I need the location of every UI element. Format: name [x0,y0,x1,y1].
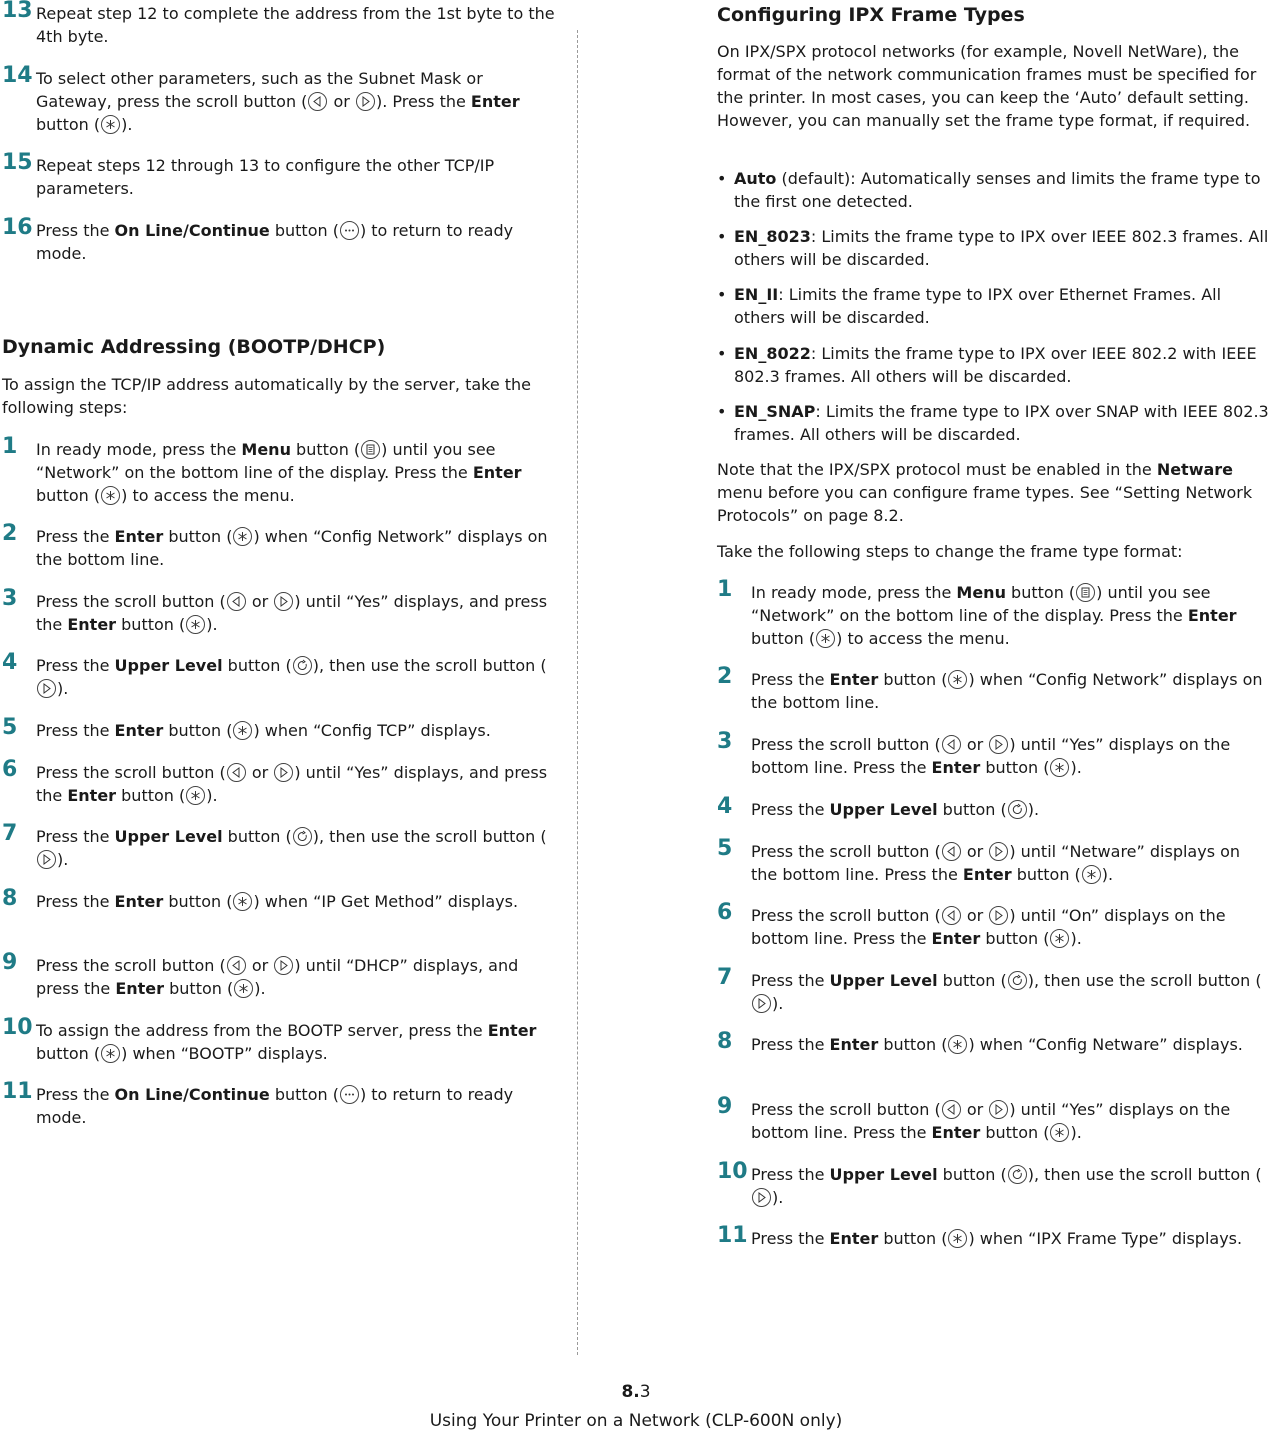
step-text: ). [1101,865,1114,884]
scroll-right-icon [274,956,293,975]
enter-icon [186,786,205,805]
step-text: ). [1027,800,1040,819]
step-text: ), then use the scroll button ( [1027,1165,1262,1184]
step-text: ) until “Yes” displays, and press the [36,592,548,634]
or-text: or [328,92,355,111]
step-text: ) to return to ready mode. [36,221,514,263]
scroll-right-icon [274,763,293,782]
step-3 [2,586,558,636]
bold-term: Enter [1187,606,1237,625]
enter-icon [233,527,252,546]
step-number: 6 [717,900,733,925]
step-text: button ( [163,721,233,740]
enter-icon [816,629,835,648]
enter-icon [233,892,252,911]
bold-term: EN_II [734,285,779,304]
footer-title: Using Your Printer on a Network (CLP-600N only) [429,1411,843,1431]
step-4 [717,794,1271,821]
step-text: button ( [36,1044,101,1063]
bold-term: Enter [472,463,522,482]
bold-term: Enter [962,865,1012,884]
scroll-right-icon [752,994,771,1013]
step-number: 5 [717,836,733,861]
step-number: 3 [717,729,733,754]
step-text: Press the [36,527,115,546]
scroll-left-icon [942,1100,961,1119]
bold-term: On Line/Continue [114,1085,270,1104]
bullet-auto: • Auto (default): Automatically senses and limits the frame type to the first one detected. [717,169,1261,211]
enter-icon [101,486,120,505]
enter-icon [948,670,967,689]
scroll-right-icon [37,679,56,698]
upper-level-icon [293,656,312,675]
step-3 [717,729,1271,779]
section-heading: Dynamic Addressing (BOOTP/DHCP) [2,336,386,358]
step-5 [717,836,1271,886]
enter-icon [948,1035,967,1054]
step-text: Press the [751,800,830,819]
step-number: 6 [2,757,18,782]
step-text: ) to access the menu. [121,486,295,505]
step-text: In ready mode, press the [36,440,242,459]
bold-term: Enter [67,615,117,634]
online-continue-icon [340,221,359,240]
step-text: Press the [751,1229,830,1248]
step-4 [2,650,558,700]
scroll-left-icon [942,906,961,925]
step-text: ). [1070,1123,1082,1142]
step-text: button ( [163,527,233,546]
bold-term: EN_8023 [734,227,811,246]
step-text: Press the [36,221,115,240]
step-1 [717,577,1271,650]
online-continue-icon [340,1085,359,1104]
or-text: or [961,1100,989,1119]
step-text: ) until “On” displays on the bottom line. Press the [751,906,1226,948]
step-number: 4 [2,650,18,675]
step-text: Press the scroll button ( [36,763,226,782]
bold-term: On Line/Continue [114,221,270,240]
step-text: ) until “Netware” displays on the bottom line. Press the [751,842,1241,884]
step-text: ). [1070,758,1082,777]
step-text: ). [206,615,218,634]
step-number: 3 [2,586,18,611]
bullet-text: : Limits the frame type to IPX over Ethernet Frames. All others will be discarded. [734,285,1222,327]
step-number: 11 [717,1223,748,1248]
bullet-enii: • EN_II: Limits the frame type to IPX over Ethernet Frames. All others will be discarded. [717,285,1222,327]
step-number: 11 [2,1079,33,1104]
scroll-left-icon [227,592,246,611]
step-text: button ( [222,656,292,675]
step-number: 8 [2,886,18,911]
step-11 [717,1223,1271,1250]
or-text: or [246,592,274,611]
scroll-left-icon [942,842,961,861]
step-text: ) when “IP Get Method” displays. [253,892,519,911]
step-text: Press the scroll button ( [36,592,226,611]
bold-term: Upper Level [829,1165,938,1184]
step-text: ). [1070,929,1082,948]
section-heading: Configuring IPX Frame Types [717,4,1025,26]
upper-level-icon [293,827,312,846]
step-text: ) until you see “Network” on the bottom line of the display. Press the [36,440,496,482]
step-text: button ( [980,1123,1050,1142]
scroll-left-icon [227,956,246,975]
step-8 [2,886,558,913]
step-text: button ( [980,929,1050,948]
bullet-text: (default): Automatically senses and limits the frame type to the first one detected. [734,169,1261,211]
bold-term: Upper Level [114,656,223,675]
step-text: Press the [751,1035,830,1054]
step-text: button ( [269,1085,339,1104]
step-text: button ( [116,615,186,634]
step-text: button ( [878,1229,948,1248]
step-text: button ( [1011,865,1081,884]
step-text: ). [57,679,69,698]
step-text: ) to access the menu. [836,629,1010,648]
step-text: ). [57,850,69,869]
enter-icon [1050,758,1069,777]
step-13 [2,2,558,48]
step-text: button ( [269,221,339,240]
upper-level-icon [1008,800,1027,819]
bold-term: Enter [931,758,981,777]
bold-term: Enter [115,979,165,998]
bullet-ensnap: • EN_SNAP: Limits the frame type to IPX over SNAP with IEEE 802.3 frames. All others will be discarded. [717,402,1269,444]
enter-icon [101,1044,120,1063]
step-number: 10 [2,1015,33,1040]
step-text: Press the scroll button ( [36,956,226,975]
step-7 [2,821,558,871]
step-text: ). [121,115,133,134]
upper-level-icon [1008,1165,1027,1184]
scroll-right-icon [356,92,375,111]
bullet-en8022: • EN_8022: Limits the frame type to IPX over IEEE 802.2 with IEEE 802.3 frames. All others will be discarded. [717,344,1257,386]
step-text: button ( [1005,583,1076,602]
bold-term: Enter [114,721,164,740]
note-paragraph [717,458,1271,527]
step-text: ) when “Config Netware” displays. [968,1035,1243,1054]
step-text: Press the scroll button ( [751,735,941,754]
scroll-right-icon [989,735,1008,754]
bold-term: Enter [487,1021,537,1040]
step-number: 8 [717,1029,733,1054]
bold-term: Enter [114,892,164,911]
enter-icon [233,721,252,740]
bold-term: Upper Level [114,827,223,846]
step-text: ). [206,786,218,805]
or-text: or [961,906,989,925]
step-text: ). Press the [375,92,471,111]
step-number: 2 [2,521,18,546]
step-5 [2,715,558,742]
step-text: ) until you see “Network” on the bottom line of the display. Press the [751,583,1211,625]
step-number: 4 [717,794,733,819]
step-2 [717,664,1271,714]
scroll-right-icon [989,1100,1008,1119]
bold-term: Enter [829,1035,879,1054]
bold-term: Enter [829,670,879,689]
bold-term: Enter [67,786,117,805]
bold-term: Upper Level [829,971,938,990]
step-6 [717,900,1271,950]
step-10 [2,1015,558,1065]
step-number: 2 [717,664,733,689]
step-text: To select other parameters, such as the Subnet Mask or Gateway, press the scroll button ( [36,69,483,111]
bold-term: Menu [241,440,291,459]
step-16 [2,215,558,265]
step-text: Press the scroll button ( [751,906,941,925]
step-text: ) to return to ready mode. [36,1085,514,1127]
step-text: Press the [36,827,115,846]
step-text: ), then use the scroll button ( [312,656,547,675]
step-text: button ( [36,486,101,505]
bold-term: Enter [114,527,164,546]
step-text: Press the [36,721,115,740]
or-text: or [246,763,274,782]
step-text: Press the [751,1165,830,1184]
section-intro: To assign the TCP/IP address automatically by the server, take the following steps: [2,375,532,417]
menu-icon [361,440,380,459]
step-text: ) until “Yes” displays on the bottom line. Press the [751,1100,1231,1142]
step-text: ). [772,994,784,1013]
bold-term: Enter [829,1229,879,1248]
step-number: 16 [2,215,33,240]
step-2 [2,521,558,571]
step-number: 7 [2,821,18,846]
step-9 [2,950,558,1000]
bold-term: EN_SNAP [734,402,816,421]
step-text: ) when “Config Network” displays on the bottom line. [36,527,548,569]
page-number [0,1381,1272,1403]
step-6 [2,757,558,807]
bullet-text: : Limits the frame type to IPX over SNAP with IEEE 802.3 frames. All others will be discarded. [734,402,1269,444]
scroll-right-icon [752,1188,771,1207]
step-number: 5 [2,715,18,740]
step-text: ) when “Config TCP” displays. [253,721,491,740]
step-text: Press the [751,971,830,990]
section-intro: On IPX/SPX protocol networks (for example, Novell NetWare), the format of the network communication frames must be specified for the printer. In most cases, you can keep the ‘Auto’ default setting. However, you can manually set the frame type format, if required. [717,42,1257,130]
bold-term: Enter [931,1123,981,1142]
bullet-text: : Limits the frame type to IPX over IEEE 802.2 with IEEE 802.3 frames. All others will be discarded. [734,344,1257,386]
step-text: ) until “Yes” displays, and press the [36,763,548,805]
bullet-en8023: • EN_8023: Limits the frame type to IPX over IEEE 802.3 frames. All others will be discarded. [717,227,1269,269]
step-text: In ready mode, press the [751,583,957,602]
step-text: button ( [980,758,1050,777]
step-text: ) until “Yes” displays on the bottom line. Press the [751,735,1231,777]
enter-icon [186,615,205,634]
step-text: Press the [751,670,830,689]
step-14 [2,63,558,136]
step-text: ), then use the scroll button ( [1027,971,1262,990]
step-8 [717,1029,1271,1056]
bold-term: Auto [734,169,777,188]
enter-icon [1082,865,1101,884]
step-text: Press the scroll button ( [751,1100,941,1119]
step-number: 7 [717,965,733,990]
scroll-left-icon [227,763,246,782]
step-number: 9 [717,1094,733,1119]
step-text: Repeat steps 12 through 13 to configure the other TCP/IP parameters. [36,156,495,198]
step-text: button ( [751,629,816,648]
scroll-right-icon [274,592,293,611]
note-text: Note that the IPX/SPX protocol must be enabled in the [717,460,1157,479]
step-number: 13 [2,0,33,23]
step-9 [717,1094,1271,1144]
enter-icon [1050,1123,1069,1142]
step-number: 10 [717,1159,748,1184]
scroll-right-icon [989,842,1008,861]
or-text: or [246,956,274,975]
step-text: button ( [937,971,1007,990]
step-text: ) when “IPX Frame Type” displays. [968,1229,1243,1248]
step-number: 9 [2,950,18,975]
step-text: button ( [937,1165,1007,1184]
step-number: 15 [2,150,33,175]
step-text: ) when “BOOTP” displays. [121,1044,328,1063]
step-1 [2,434,558,507]
upper-level-icon [1008,971,1027,990]
step-text: ), then use the scroll button ( [312,827,547,846]
bold-term: Menu [956,583,1006,602]
step-text: Press the scroll button ( [751,842,941,861]
page-index: 3 [639,1382,651,1402]
step-text: button ( [290,440,361,459]
step-7 [717,965,1271,1015]
scroll-left-icon [942,735,961,754]
step-text: ) until “DHCP” displays, and press the [36,956,519,998]
step-text: button ( [116,786,186,805]
menu-icon [1076,583,1095,602]
scroll-right-icon [989,906,1008,925]
step-text: button ( [222,827,292,846]
step-text: ) when “Config Network” displays on the bottom line. [751,670,1263,712]
scroll-left-icon [308,92,327,111]
step-text: button ( [36,115,101,134]
step-15 [2,150,558,200]
chapter-number: 8. [621,1382,640,1402]
step-number: 14 [2,63,33,88]
step-text: To assign the address from the BOOTP server, press the [36,1021,488,1040]
step-text: Press the [36,1085,115,1104]
step-10 [717,1159,1271,1209]
or-text: or [961,842,989,861]
step-text: ). [254,979,266,998]
column-divider [577,30,578,1355]
step-11 [2,1079,558,1129]
step-text: button ( [878,670,948,689]
bold-term: EN_8022 [734,344,811,363]
scroll-right-icon [37,850,56,869]
enter-icon [234,979,253,998]
step-number: 1 [2,434,18,459]
step-number: 1 [717,577,733,602]
enter-icon [1050,929,1069,948]
steps-intro: Take the following steps to change the frame type format: [717,542,1183,561]
enter-icon [101,115,120,134]
step-text: button ( [937,800,1007,819]
step-text: ). [772,1188,784,1207]
step-text: Press the [36,892,115,911]
note-text: menu before you can configure frame types. See “Setting Network Protocols” on page 8.2. [717,483,1253,525]
step-text: Repeat step 12 to complete the address from the 1st byte to the 4th byte. [36,4,555,46]
step-text: Press the [36,656,115,675]
step-text: button ( [163,892,233,911]
bold-term: Enter [470,92,520,111]
bold-term: Upper Level [829,800,938,819]
bold-term: Netware [1156,460,1234,479]
step-text: button ( [878,1035,948,1054]
bold-term: Enter [931,929,981,948]
or-text: or [961,735,989,754]
enter-icon [948,1229,967,1248]
step-text: button ( [164,979,234,998]
bullet-text: : Limits the frame type to IPX over IEEE 802.3 frames. All others will be discarded. [734,227,1269,269]
